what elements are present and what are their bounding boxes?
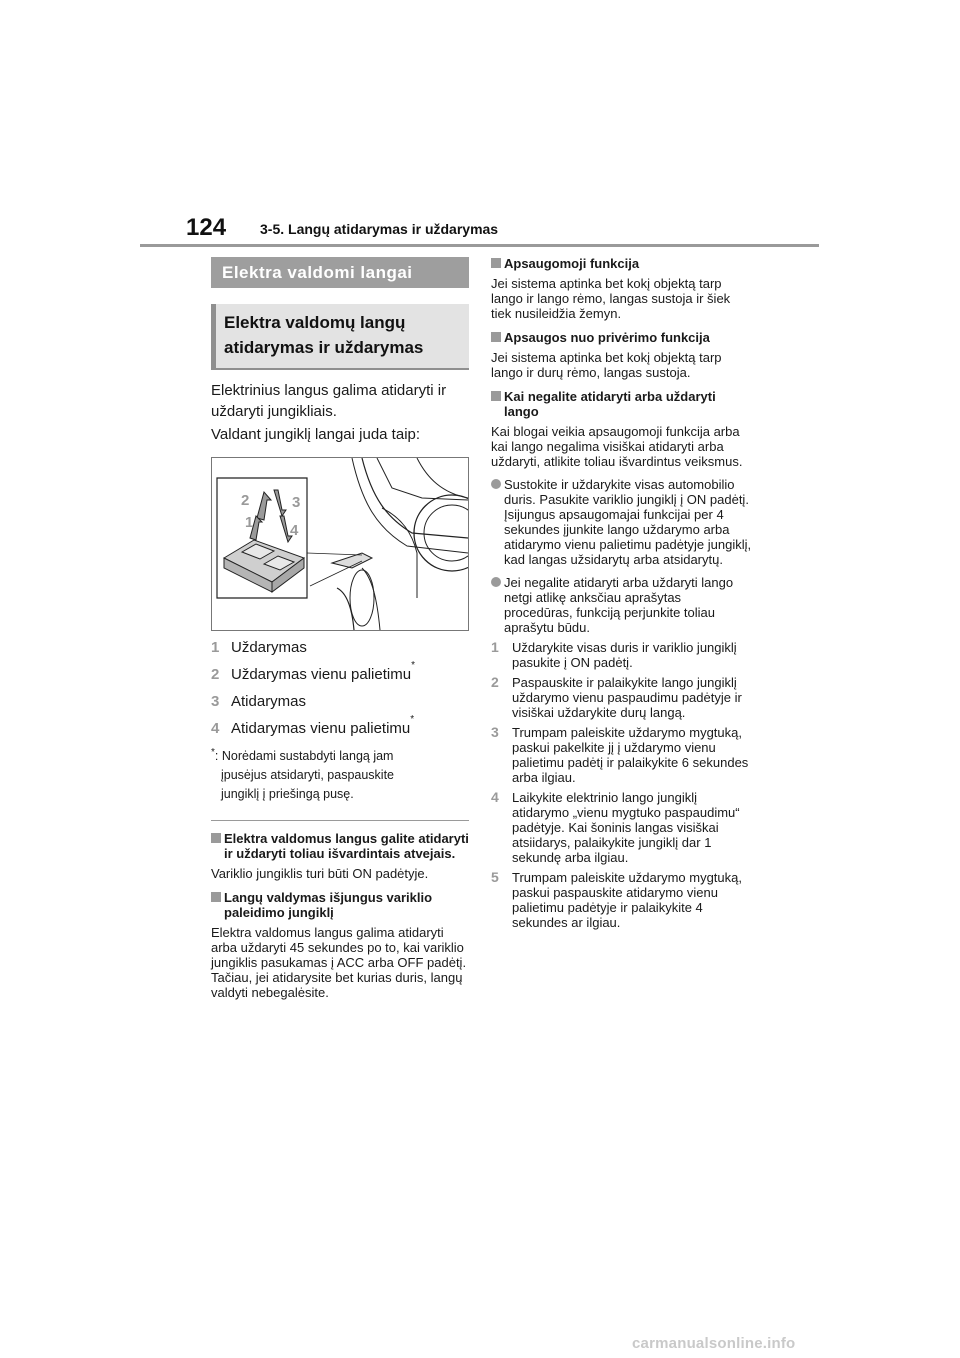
step-item (491, 640, 753, 670)
note-heading-text: Elektra valdomus langus galite atidaryti ir uždaryti toliau išvardintais atvejais. (224, 831, 469, 861)
footnote-asterisk: * (211, 746, 215, 758)
figure-label-3: 3 (292, 494, 301, 511)
legend-number: 1 (211, 639, 220, 656)
note-body: Elektra valdomus langus galima atidaryti arba uždaryti 45 sekundes po to, kai variklio jungiklis pasukamas į ACC arba OFF padėtį. Tačiau, jei atidarysite bet kurias duris, langų valdyti nebegalėsite. (211, 925, 467, 1000)
legend-item (211, 660, 469, 684)
header-rule (140, 244, 819, 247)
legend-text: Atidarymas vienu palietimu (231, 720, 411, 737)
figure-legend (211, 639, 469, 738)
subsection-title-line2: atidarymas ir uždarymas (224, 338, 424, 357)
watermark: carmanualsonline.info (632, 1335, 796, 1352)
bullet-item (491, 477, 753, 567)
note-heading (211, 890, 469, 920)
step-number: 1 (491, 639, 499, 655)
intro-text (211, 380, 469, 445)
note-heading-text: Apsaugomoji funkcija (504, 256, 640, 271)
note-body: Jei sistema aptinka bet kokį objektą tarp lango ir durų rėmo, langas sustoja. (491, 350, 722, 380)
step-number: 3 (491, 724, 499, 740)
note-body: Kai blogai veikia apsaugomoji funkcija arba kai lango negalima visiškai atidaryti arba uždaryti, atlikite toliau išvardintus veiksmus. (491, 424, 743, 469)
note-heading (491, 330, 753, 345)
legend-item (211, 714, 469, 738)
step-text: Paspauskite ir palaikykite lango jungiklį uždarymo vienu paspaudimu padėtyje ir visiškai uždarykite durų langą. (512, 675, 742, 720)
step-number: 4 (491, 789, 499, 805)
step-item (491, 870, 753, 930)
step-text: Uždarykite visas duris ir variklio jungiklį pasukite į ON padėtį. (512, 640, 737, 670)
legend-number: 2 (211, 666, 220, 683)
chapter-title: 3-5. Langų atidarymas ir uždarymas (260, 221, 499, 237)
step-text: Laikykite elektrinio lango jungiklį atidarymo „vienu mygtuko paspaudimu“ padėtyje. Kai šoninis langas visiškai atsiidarys, palaikykite jungiklį dar 1 sekundę arba ilgiau. (512, 790, 740, 865)
legend-asterisk: * (410, 714, 415, 725)
footnote-line-2: įpusėjus atsidaryti, paspauskite (221, 768, 395, 782)
note-heading-text: Apsaugos nuo privėrimo funkcija (504, 330, 710, 345)
footnote-line-1: : Norėdami sustabdyti langą jam (214, 749, 394, 763)
square-bullet-icon (211, 892, 221, 902)
legend-text: Uždarymas (231, 639, 307, 656)
intro-paragraph-1: Elektrinius langus galima atidaryti ir uždaryti jungikliais. (211, 382, 447, 420)
note-heading (491, 256, 753, 271)
bullet-text: Jei negalite atidaryti arba uždaryti lango netgi atlikę anksčiau aprašytas procedūras, funkciją perjunkite toliau aprašytu būdu. (504, 575, 734, 635)
bullet-text: Sustokite ir uždarykite visas automobilio duris. Pasukite variklio jungiklį į ON padėtį. Įsijungus apsaugomajai funkcijai per 4 sekundes įjunkite lango uždarymo arba atidarymo vienu palietimu padėtyje jungiklį, kad langas užsidarytų arba atsidarytų. (504, 477, 752, 567)
legend-number: 4 (211, 720, 220, 737)
note-body: Jei sistema aptinka bet kokį objektą tarp lango ir lango rėmo, langas sustoja ir šiek tiek nusileidžia žemyn. (491, 276, 731, 321)
bullet-item (491, 575, 753, 635)
legend-asterisk: * (411, 660, 415, 671)
square-bullet-icon (491, 258, 501, 268)
step-text: Trumpam paleiskite uždarymo mygtuką, paskui pakelkite jį į uždarymo vienu palietimu padėtį ir palaikykite 6 sekundes arba ilgiau. (512, 725, 749, 785)
figure-label-1: 1 (245, 514, 254, 531)
intro-paragraph-2: Valdant jungiklį langai juda taip: (211, 426, 421, 443)
step-item (491, 790, 753, 865)
switch-drawing (212, 458, 468, 630)
step-item (491, 725, 753, 785)
footnote-line-3: jungiklį į priešingą pusę. (221, 787, 354, 801)
note-heading-text: Kai negalite atidaryti arba uždaryti lango (504, 389, 716, 419)
note-heading (491, 389, 753, 419)
step-number: 2 (491, 674, 499, 690)
step-item (491, 675, 753, 720)
figure-label-2: 2 (241, 492, 250, 509)
legend-number: 3 (211, 693, 220, 710)
square-bullet-icon (211, 833, 221, 843)
square-bullet-icon (491, 332, 501, 342)
note-body: Variklio jungiklis turi būti ON padėtyje. (211, 866, 429, 881)
subsection-title-line1: Elektra valdomų langų (224, 313, 406, 332)
window-switch-illustration (211, 457, 469, 631)
square-bullet-icon (491, 391, 501, 401)
page-number: 124 (186, 214, 227, 241)
step-text: Trumpam paleiskite uždarymo mygtuką, paskui paspauskite atidarymo vienu palietimu padėtyje ir palaikykite 4 sekundes ar ilgiau. (512, 870, 742, 930)
subsection-title (211, 304, 469, 370)
note-heading-text: Langų valdymas išjungus variklio paleidimo jungiklį (224, 890, 433, 920)
divider (211, 820, 469, 821)
circle-bullet-icon (491, 577, 501, 587)
section-title: Elektra valdomi langai (211, 257, 469, 288)
footnote (211, 747, 469, 804)
step-number: 5 (491, 869, 499, 885)
legend-item (211, 639, 469, 657)
legend-text: Atidarymas (231, 693, 307, 710)
figure-label-4: 4 (290, 522, 299, 539)
legend-text: Uždarymas vienu palietimu (231, 666, 412, 683)
right-column (491, 256, 753, 930)
left-column (211, 257, 469, 1000)
legend-item (211, 693, 469, 711)
circle-bullet-icon (491, 479, 501, 489)
note-heading (211, 831, 469, 861)
